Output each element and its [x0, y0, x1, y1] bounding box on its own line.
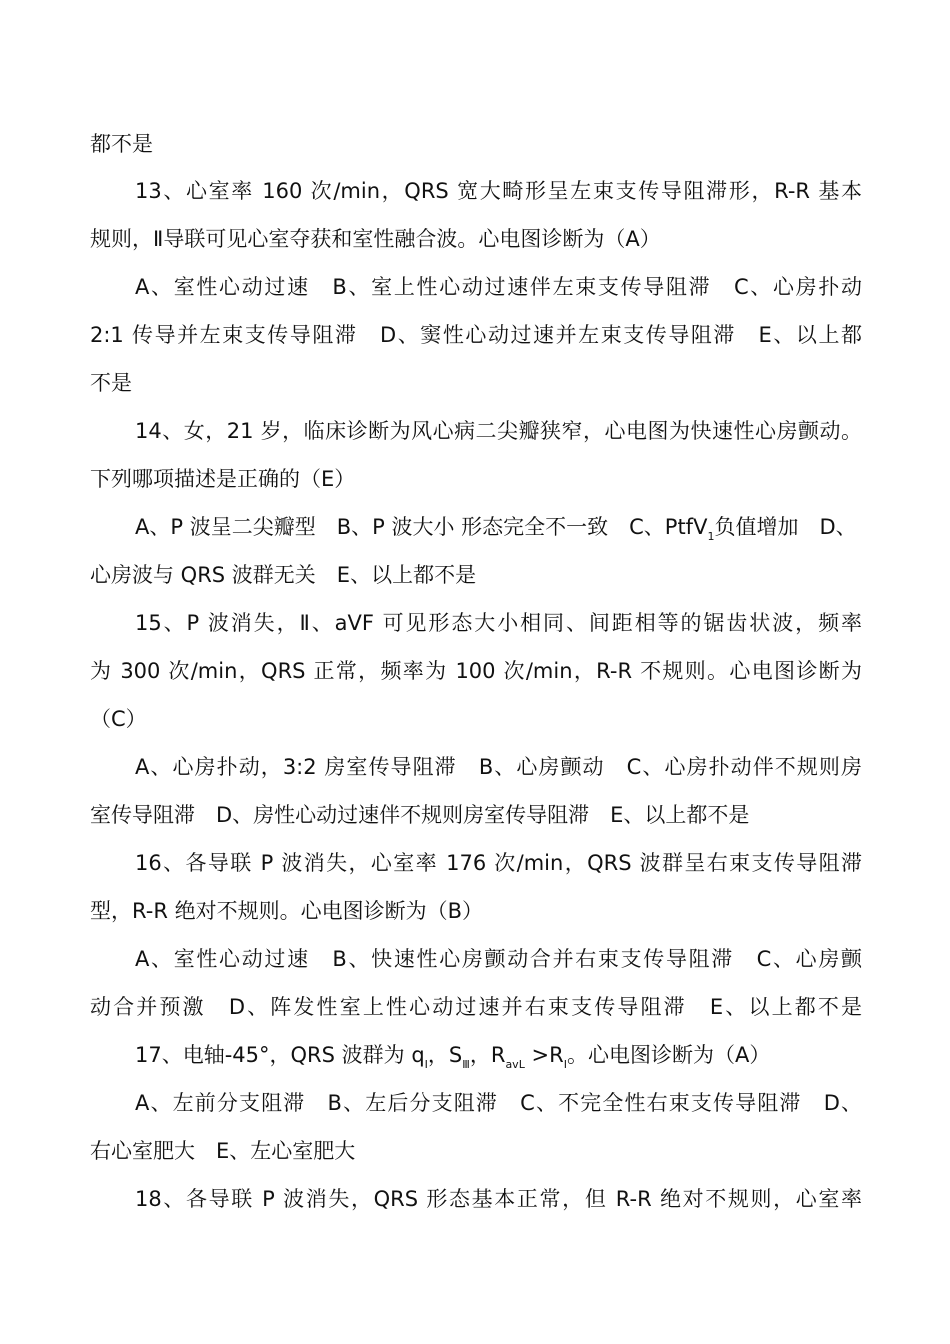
q17-stem-seg1: 17、电轴-45°，QRS 波群为 q [135, 1043, 425, 1067]
q17-subscript-3: avL [505, 1058, 525, 1071]
q13-stem-line2: 规则，Ⅱ导联可见心室夺获和室性融合波。心电图诊断为（A） [90, 227, 661, 251]
q17-stem-seg3: ，R [469, 1043, 506, 1067]
q13-options-line2: 2:1 传导并左束支传导阻滞 D、窦性心动过速并左束支传导阻滞 E、以上都 [90, 323, 862, 347]
q18-stem-line1: 18、各导联 P 波消失，QRS 形态基本正常，但 R-R 绝对不规则，心室率 [135, 1187, 862, 1211]
q13-stem-line1: 13、心室率 160 次/min，QRS 宽大畸形呈左束支传导阻滞形，R-R 基本 [135, 179, 862, 203]
q14-stem-line2: 下列哪项描述是正确的（E） [90, 467, 356, 491]
q15-stem-line2: 为 300 次/min，QRS 正常，频率为 100 次/min，R-R 不规则。心电图诊断为 [90, 659, 862, 683]
q13-options-line3: 不是 [90, 371, 132, 395]
q15-options-line2: 室传导阻滞 D、房性心动过速伴不规则房室传导阻滞 E、以上都不是 [90, 803, 750, 827]
q17-subscript-2: Ⅲ [462, 1058, 470, 1071]
q15-options-line1: A、心房扑动，3:2 房室传导阻滞 B、心房颤动 C、心房扑动伴不规则房 [135, 755, 862, 779]
q17-options-line2: 右心室肥大 E、左心室肥大 [90, 1139, 356, 1163]
q14-options-line1 [135, 514, 862, 544]
q12-tail: 都不是 [90, 132, 153, 156]
q14-options-line1-part-b: 负值增加 D、 [714, 515, 857, 539]
q14-options-subscript: 1 [707, 530, 715, 543]
q16-options-line1: A、室性心动过速 B、快速性心房颤动合并右束支传导阻滞 C、心房颤 [135, 947, 862, 971]
q17-stem-seg5: 。心电图诊断为（A） [566, 1043, 771, 1067]
q17-stem-seg4: >R [524, 1043, 564, 1067]
q14-options-line1-part-a: A、P 波呈二尖瓣型 B、P 波大小 形态完全不一致 C、PtfV [135, 515, 708, 539]
q17-subscript-1: I [424, 1058, 428, 1071]
q17-stem-seg2: ，S [427, 1043, 463, 1067]
q16-stem-line1: 16、各导联 P 波消失，心室率 176 次/min，QRS 波群呈右束支传导阻滞 [135, 851, 862, 875]
q13-options-line1: A、室性心动过速 B、室上性心动过速伴左束支传导阻滞 C、心房扑动 [135, 275, 862, 299]
q17-subscript-4: I [563, 1058, 567, 1071]
q16-options-line2: 动合并预激 D、阵发性室上性心动过速并右束支传导阻滞 E、以上都不是 [90, 995, 862, 1019]
q15-stem-line3: （C） [90, 707, 147, 731]
q16-stem-line2: 型，R-R 绝对不规则。心电图诊断为（B） [90, 899, 483, 923]
q15-stem-line1: 15、P 波消失，Ⅱ、aVF 可见形态大小相同、间距相等的锯齿状波，频率 [135, 611, 862, 635]
q17-options-line1: A、左前分支阻滞 B、左后分支阻滞 C、不完全性右束支传导阻滞 D、 [135, 1091, 862, 1115]
q17-stem-line1 [135, 1042, 862, 1072]
q14-stem-line1: 14、女，21 岁，临床诊断为风心病二尖瓣狭窄，心电图为快速性心房颤动。 [135, 419, 862, 443]
q14-options-line2: 心房波与 QRS 波群无关 E、以上都不是 [90, 563, 477, 587]
